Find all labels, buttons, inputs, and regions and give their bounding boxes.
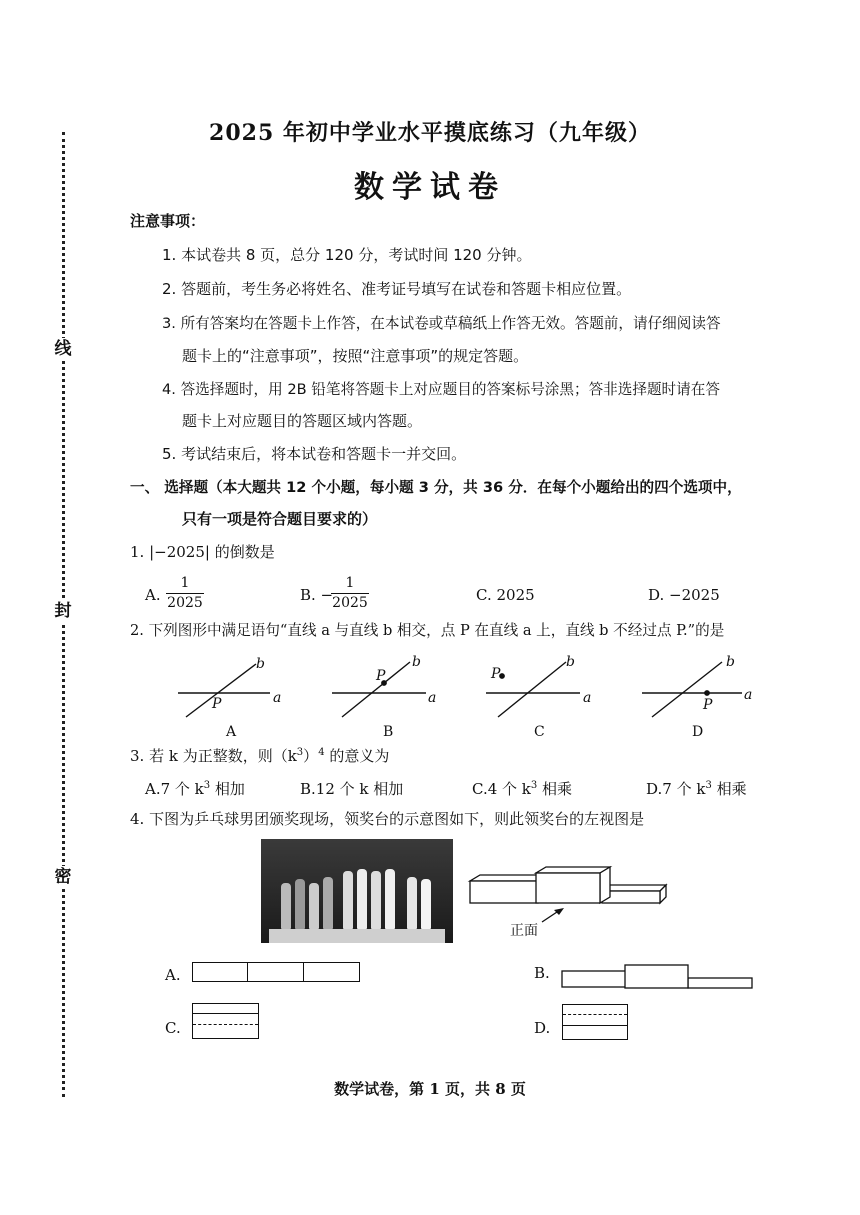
q2-stem: 2. 下列图形中满足语句“直线 a 与直线 b 相交，点 P 在直线 a 上，直线 b 不经过点 P.”的是 <box>130 622 725 639</box>
q2-option-d: D <box>692 724 704 740</box>
q2-a-line-b-label: b <box>256 656 265 672</box>
q3-option-d <box>646 778 747 799</box>
q2-option-a: A <box>226 724 237 740</box>
q3-c-exp: 3 <box>530 780 538 791</box>
q2-b-line-a-label: a <box>428 690 437 706</box>
q3-exp-outer: 4 <box>318 747 325 758</box>
q3-c-pre: C.4 个 k <box>472 780 531 798</box>
q1-option-a-label: A. <box>145 586 161 604</box>
q4-option-b-label: B. <box>534 964 550 982</box>
page-subtitle: 数学试卷 <box>354 170 506 205</box>
q1-option-a-fraction <box>166 575 204 612</box>
q2-d-point-label: P <box>703 697 713 713</box>
q2-b-line-b-label: b <box>412 654 421 670</box>
notice-item-4: 4. 答选择题时，用 2B 铅笔将答题卡上对应题目的答案标号涂黑；答非选择题时请在答 <box>162 381 720 398</box>
q4-option-d-shape <box>562 1004 628 1040</box>
photo-figure <box>309 883 319 929</box>
q1-b-numerator: 1 <box>345 575 355 591</box>
q2-a-line-a-label: a <box>273 690 282 706</box>
divider <box>247 963 248 981</box>
q4-option-c-label: C. <box>165 1019 181 1037</box>
q2-option-b: B <box>383 724 394 740</box>
photo-podium <box>269 929 445 943</box>
q1-stem: 1. |−2025| 的倒数是 <box>130 543 275 561</box>
q3-d-post: 相乘 <box>711 780 747 798</box>
q4-option-c-shape <box>192 1003 259 1039</box>
photo-figure <box>371 871 381 929</box>
q1-option-b-fraction <box>331 575 369 612</box>
photo-figure <box>385 869 395 929</box>
hidden-edge <box>193 1024 258 1025</box>
photo-figure <box>323 877 333 929</box>
hidden-edge <box>563 1014 627 1015</box>
photo-figure <box>343 871 353 929</box>
binding-char-xian: 线 <box>54 339 72 359</box>
q3-stem-post: 的意义为 <box>324 747 390 765</box>
fraction-bar <box>331 593 369 594</box>
q3-c-post: 相乘 <box>537 780 573 798</box>
q3-stem-mid: ） <box>303 747 319 765</box>
q1-option-b-label: B. − <box>300 586 334 604</box>
q2-option-c: C <box>534 724 545 740</box>
q3-option-a <box>145 778 245 799</box>
q3-stem-pre: 3. 若 k 为正整数，则（k <box>130 747 297 765</box>
podium-sketch <box>466 865 676 925</box>
q1-b-denominator: 2025 <box>332 595 368 611</box>
q1-option-c: C. 2025 <box>476 586 535 604</box>
fraction-bar <box>166 593 204 594</box>
q3-d-exp: 3 <box>705 780 712 791</box>
q2-c-point-label: P <box>491 666 501 682</box>
notice-heading: 注意事项： <box>130 212 206 230</box>
q4-option-d-label: D. <box>534 1019 551 1037</box>
photo-figure <box>407 877 417 929</box>
q3-exp-inner: 3 <box>296 747 304 758</box>
page-title: 2025 年初中学业水平摸底练习（九年级） <box>209 120 651 146</box>
binding-char-feng: 封 <box>54 601 72 621</box>
notice-item-1: 1. 本试卷共 8 页，总分 120 分，考试时间 120 分钟。 <box>162 246 532 264</box>
page-footer: 数学试卷，第 1 页，共 8 页 <box>334 1080 526 1098</box>
solid-edge <box>193 1013 258 1014</box>
podium-photo <box>261 839 453 943</box>
notice-item-4-cont: 题卡上对应题目的答题区域内答题。 <box>182 412 423 430</box>
notice-item-3: 3. 所有答案均在答题卡上作答，在本试卷或草稿纸上作答无效。答题前，请仔细阅读答 <box>162 315 721 332</box>
q2-c-line-b-label: b <box>566 654 575 670</box>
q3-a-pre: A.7 个 k <box>145 780 204 798</box>
notice-item-5: 5. 考试结束后，将本试卷和答题卡一并交回。 <box>162 445 467 463</box>
q3-stem <box>130 745 389 766</box>
q2-c-line-a-label: a <box>583 690 592 706</box>
q2-b-point-label: P <box>376 668 386 684</box>
q1-a-denominator: 2025 <box>167 595 203 611</box>
q3-a-exp: 3 <box>203 780 211 791</box>
q4-stem: 4. 下图为乒乓球男团颁奖现场，领奖台的示意图如下，则此领奖台的左视图是 <box>130 810 645 828</box>
q2-diagram-d <box>642 662 742 717</box>
photo-figure <box>295 879 305 929</box>
q2-d-line-b-label: b <box>726 654 735 670</box>
binding-char-mi: 密 <box>54 867 72 887</box>
photo-figure <box>281 883 291 929</box>
photo-figure <box>357 869 367 929</box>
q3-option-c <box>472 778 572 799</box>
q2-d-line-a-label: a <box>744 687 753 703</box>
q4-option-b-shape <box>560 964 756 994</box>
front-arrow <box>540 906 570 926</box>
q3-option-b: B.12 个 k 相加 <box>300 780 404 798</box>
notice-item-2: 2. 答题前，考生务必将姓名、准考证号填写在试卷和答题卡相应位置。 <box>162 280 632 298</box>
q1-a-numerator: 1 <box>180 575 190 591</box>
photo-figure <box>421 879 431 929</box>
section-heading: 一、 选择题（本大题共 12 个小题，每小题 3 分，共 36 分．在每个小题给出的四个选项中， <box>130 479 742 496</box>
divider <box>303 963 304 981</box>
q1-option-d: D. −2025 <box>648 586 720 604</box>
q3-a-post: 相加 <box>210 780 245 798</box>
q4-option-a-shape <box>192 962 360 982</box>
section-heading-cont: 只有一项是符合题目要求的） <box>182 510 378 528</box>
front-label: 正面 <box>510 923 538 939</box>
solid-edge <box>563 1025 627 1026</box>
q4-option-a-label: A. <box>165 966 181 984</box>
q3-d-pre: D.7 个 k <box>646 780 706 798</box>
notice-item-3-cont: 题卡上的“注意事项”，按照“注意事项”的规定答题。 <box>182 347 529 365</box>
q2-a-point-label: P <box>212 696 222 712</box>
